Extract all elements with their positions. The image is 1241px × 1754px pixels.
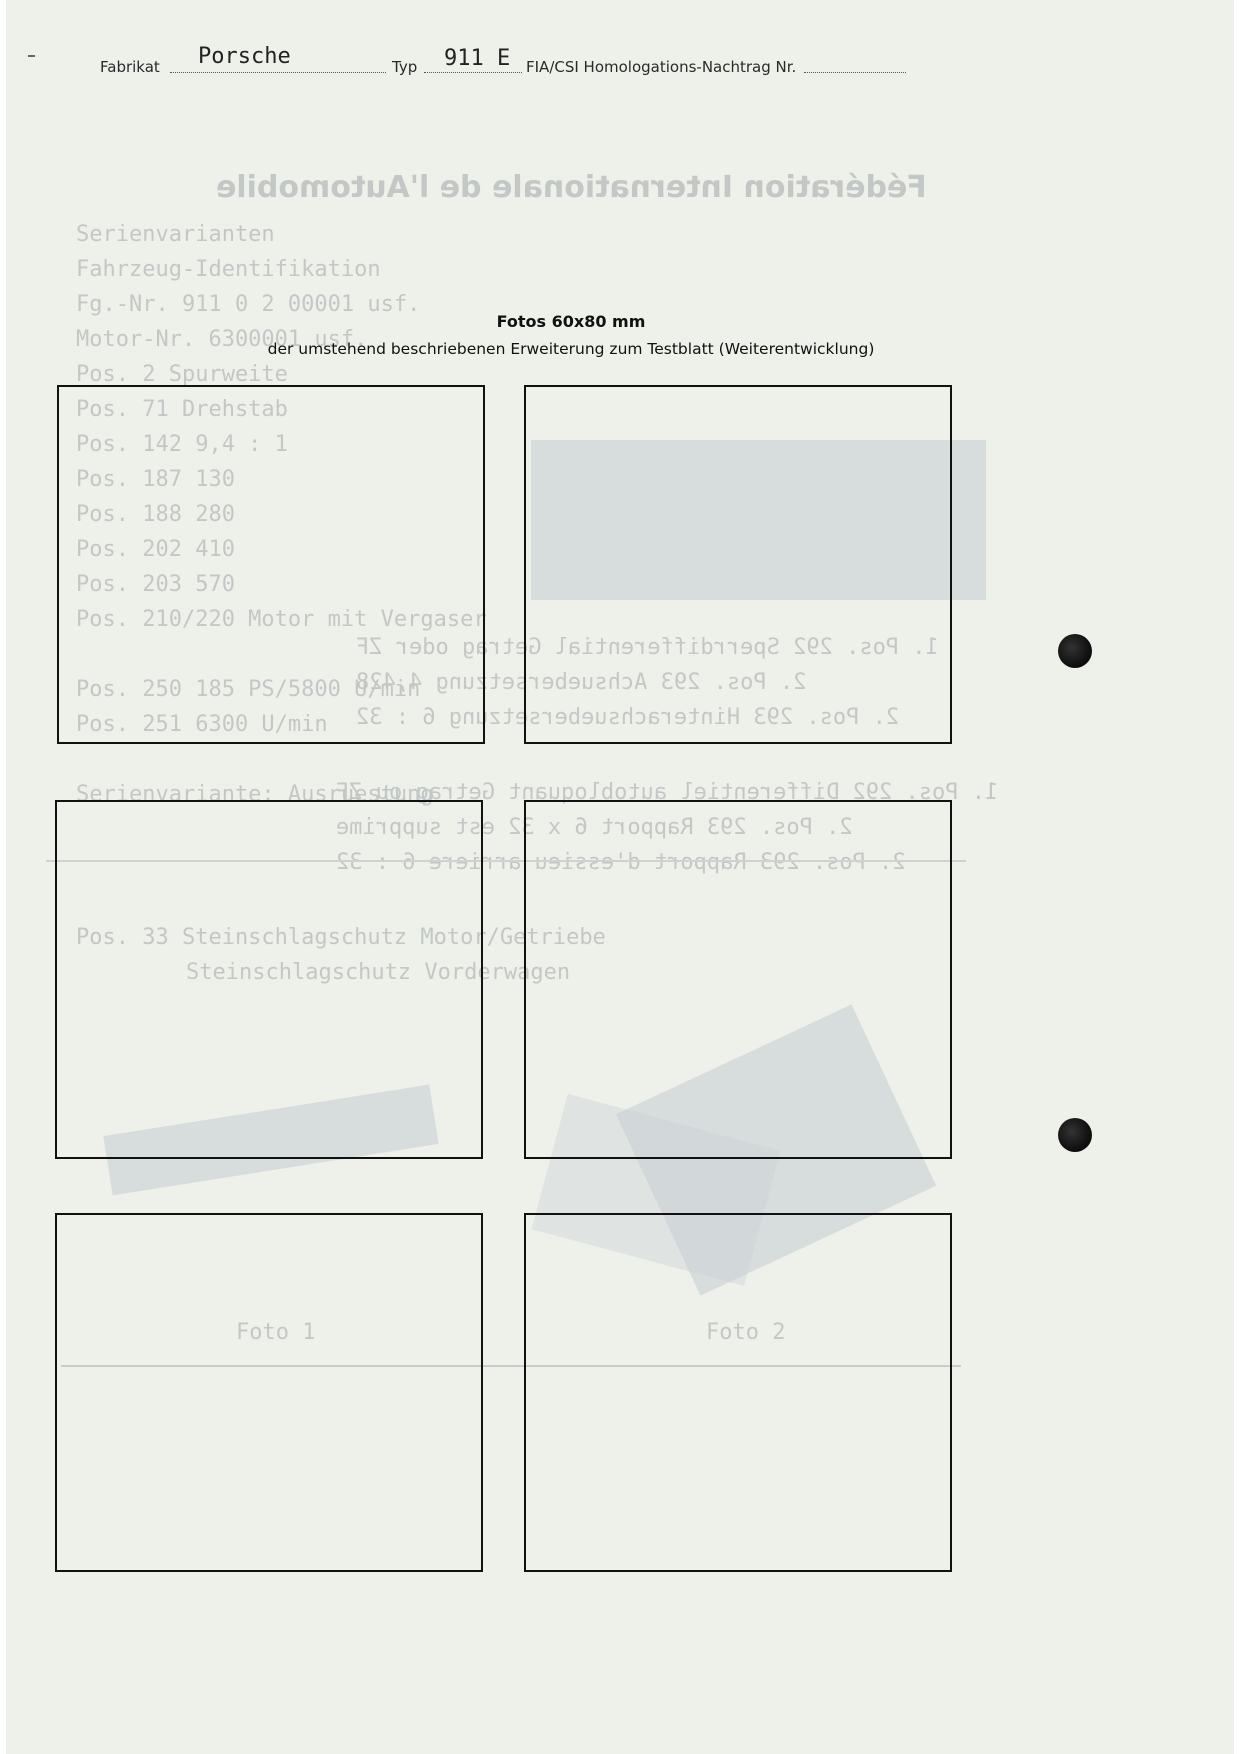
- ghost-line: 2. Pos. 293 Rapport 6 x 32 est supprime: [336, 815, 853, 840]
- ghost-line: Pos. 203 570: [76, 572, 235, 597]
- ghost-line: Steinschlagschutz Vorderwagen: [186, 960, 571, 985]
- photos-subheading: der umstehend beschriebenen Erweiterung zum Testblatt (Weiterentwicklung): [267, 340, 875, 358]
- ghost-line: Pos. 202 410: [76, 537, 235, 562]
- ghost-line: Fg.-Nr. 911 0 2 00001 usf.: [76, 292, 421, 317]
- photo-box-middle-right: [524, 800, 952, 1159]
- ghost-line: 2. Pos. 293 Achsuebersetzung 4,428: [356, 670, 807, 695]
- typ-dotted-line: [424, 72, 522, 73]
- ghost-line: Pos. 188 280: [76, 502, 235, 527]
- ghost-line: Motor-Nr. 6300001 usf.: [76, 327, 368, 352]
- nachtrag-dotted-line: [804, 72, 906, 73]
- ghost-line: Serienvarianten: [76, 222, 275, 247]
- ghost-line: Fahrzeug-Identifikation: [76, 257, 381, 282]
- ghost-line: Serienvariante: Ausruestung: [76, 782, 434, 807]
- ghost-line: Pos. 33 Steinschlagschutz Motor/Getriebe: [76, 925, 606, 950]
- ghost-line: Foto 2: [706, 1320, 786, 1345]
- ghost-line: 1. Pos. 292 Sperrdifferential Getrag oder ZF: [356, 635, 939, 660]
- ghost-line: Pos. 210/220 Motor mit Vergaser: [76, 607, 487, 632]
- punch-hole: [1058, 1118, 1092, 1152]
- photo-box-bottom-right: [524, 1213, 952, 1572]
- ghost-line: Pos. 250 185 PS/5800 U/min: [76, 677, 421, 702]
- ghost-line: 2. Pos. 293 Hinterachsuebersetzung 6 : 32: [356, 705, 900, 730]
- fabrikat-dotted-line: [170, 72, 386, 73]
- ghost-line: Pos. 71 Drehstab: [76, 397, 288, 422]
- punch-hole: [1058, 634, 1092, 668]
- typ-value: 911 E: [444, 46, 511, 71]
- photo-box-top-right: [524, 385, 952, 744]
- ghost-line: Pos. 251 6300 U/min: [76, 712, 328, 737]
- ghost-line: 1. Pos. 292 Differentiel autobloquant Getrag ou ZF: [336, 780, 999, 805]
- photo-box-middle-left: [55, 800, 483, 1159]
- photos-heading: Fotos 60x80 mm: [496, 312, 646, 331]
- ghost-line: 2. Pos. 293 Rapport d'essieu arriere 6 : 32: [336, 850, 906, 875]
- typ-label: Typ: [392, 58, 418, 76]
- nachtrag-label: FIA/CSI Homologations-Nachtrag Nr.: [526, 58, 797, 76]
- margin-mark: [28, 55, 35, 57]
- ghost-line: Foto 1: [236, 1320, 316, 1345]
- ghost-line: Pos. 187 130: [76, 467, 235, 492]
- ghost-line: Pos. 2 Spurweite: [76, 362, 288, 387]
- document-page: [6, 0, 1234, 1754]
- fabrikat-label: Fabrikat: [100, 58, 160, 76]
- ghost-heading: Fédération Internationale de l'Automobile: [216, 170, 927, 205]
- photo-box-bottom-left: [55, 1213, 483, 1572]
- fabrikat-value: Porsche: [198, 44, 291, 69]
- ghost-line: Pos. 142 9,4 : 1: [76, 432, 288, 457]
- photo-box-top-left: [57, 385, 485, 744]
